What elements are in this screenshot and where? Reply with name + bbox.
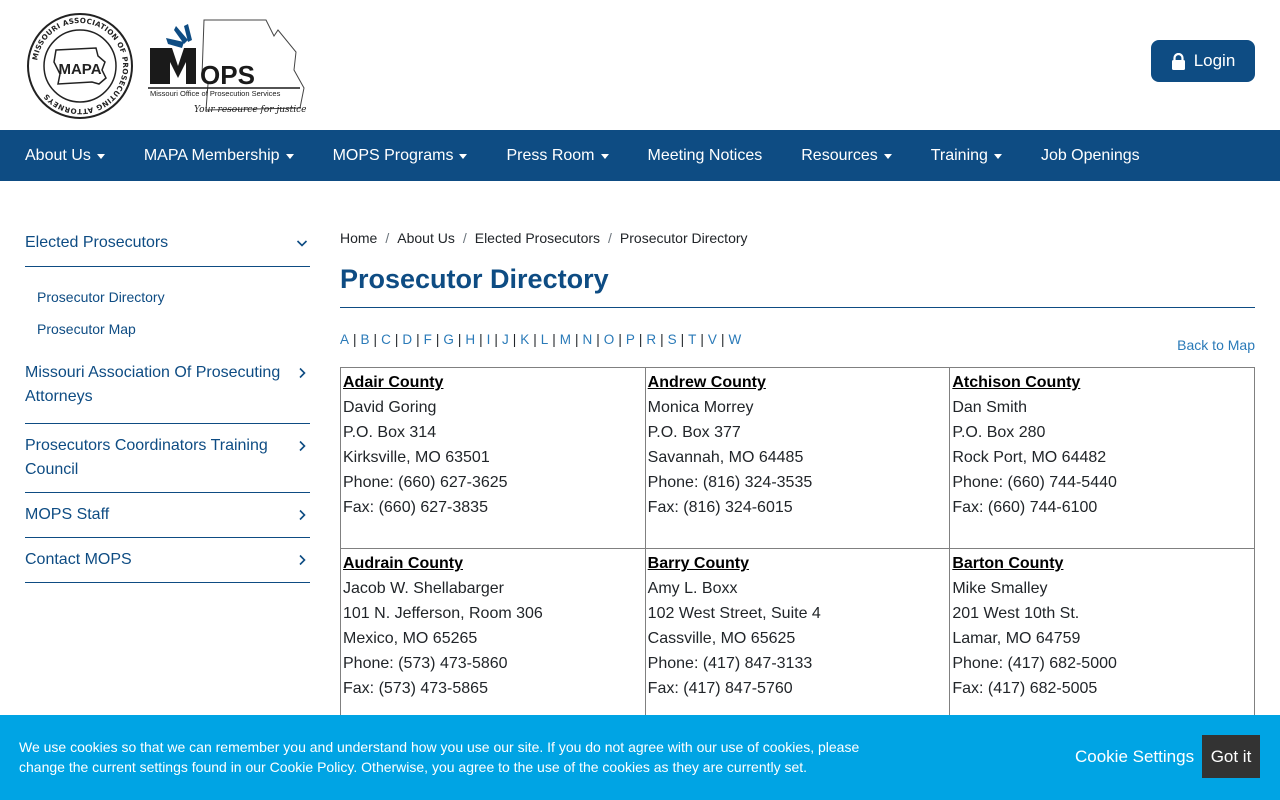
alphabet-separator: | bbox=[353, 332, 357, 347]
caret-down-icon bbox=[286, 154, 294, 159]
office-phone: Phone: (816) 324-3535 bbox=[647, 474, 813, 491]
mapa-abbr: MAPA bbox=[58, 61, 102, 78]
county-link[interactable]: Audrain County bbox=[343, 555, 463, 572]
page-title: Prosecutor Directory bbox=[340, 262, 1255, 308]
lock-icon bbox=[1171, 53, 1186, 70]
alphabet-separator: | bbox=[373, 332, 378, 347]
mops-full-name: Missouri Office of Prosecution Services bbox=[150, 89, 281, 98]
nav-label: Job Openings bbox=[1040, 146, 1140, 164]
alphabet-separator: | bbox=[720, 332, 725, 347]
sidebar-item-contact-mops[interactable] bbox=[25, 538, 310, 583]
nav-label: MAPA Membership bbox=[143, 146, 280, 164]
login-button[interactable] bbox=[1151, 40, 1255, 82]
sidebar-item-label: Missouri Association Of Prosecuting Attorneys bbox=[25, 364, 281, 405]
office-phone: Phone: (417) 682-5000 bbox=[952, 655, 1117, 672]
county-cell bbox=[950, 549, 1255, 730]
office-city: Rock Port, MO 64482 bbox=[952, 449, 1107, 466]
cookie-accept-button[interactable]: Got it bbox=[1202, 735, 1260, 778]
office-address: 102 West Street, Suite 4 bbox=[647, 605, 821, 622]
caret-down-icon bbox=[97, 154, 105, 159]
office-address: P.O. Box 377 bbox=[647, 424, 741, 441]
alphabet-separator: | bbox=[638, 332, 643, 347]
mops-logo[interactable] bbox=[146, 18, 316, 118]
alphabet-link-a[interactable]: A bbox=[340, 332, 350, 347]
alphabet-separator: | bbox=[479, 332, 483, 347]
alphabet-link-m[interactable]: M bbox=[559, 332, 572, 347]
alphabet-link-d[interactable]: D bbox=[402, 332, 413, 347]
alphabet-separator: | bbox=[680, 332, 685, 347]
office-fax: Fax: (660) 627-3835 bbox=[343, 499, 488, 516]
alphabet-separator: | bbox=[457, 332, 462, 347]
county-link[interactable]: Adair County bbox=[343, 374, 444, 391]
seal-ring-text: MISSOURI ASSOCIATION OF PROSECUTING ATTORNEYS bbox=[30, 15, 131, 117]
office-city: Cassville, MO 65625 bbox=[647, 630, 796, 647]
alphabet-link-t[interactable]: T bbox=[688, 332, 697, 347]
alphabet-link-c[interactable]: C bbox=[381, 332, 391, 347]
county-cell bbox=[645, 368, 950, 549]
alphabet-separator: | bbox=[533, 332, 537, 347]
office-phone: Phone: (660) 627-3625 bbox=[343, 474, 508, 491]
office-city: Kirksville, MO 63501 bbox=[343, 449, 490, 466]
cookie-banner bbox=[0, 715, 1280, 800]
sidebar-item-label: Prosecutors Coordinators Training Council bbox=[25, 437, 268, 478]
office-fax: Fax: (816) 324-6015 bbox=[647, 499, 793, 516]
cookie-message: We use cookies so that we can remember you and understand how you use our site. If you do not agree with our use of cookies, please change the current settings found in our Cookie Policy. Otherwise, you agree to the use of the cookies as they are currently set. bbox=[19, 739, 860, 775]
sidebar-item-label: Elected Prosecutors bbox=[25, 234, 169, 251]
breadcrumb bbox=[340, 228, 1255, 248]
caret-down-icon bbox=[459, 154, 467, 159]
nav-label: About Us bbox=[25, 146, 91, 164]
table-row bbox=[341, 549, 1255, 730]
mops-tagline: Your resource for justice bbox=[194, 105, 307, 115]
office-address: P.O. Box 314 bbox=[343, 424, 437, 441]
prosecutor-name: Jacob W. Shellabarger bbox=[343, 580, 504, 597]
alphabet-separator: | bbox=[512, 332, 517, 347]
caret-down-icon bbox=[884, 154, 892, 159]
caret-down-icon bbox=[994, 154, 1002, 159]
office-city: Lamar, MO 64759 bbox=[952, 630, 1081, 647]
county-cell bbox=[645, 549, 950, 730]
alphabet-link-f[interactable]: F bbox=[423, 332, 432, 347]
alphabet-link-w[interactable]: W bbox=[728, 332, 742, 347]
county-link[interactable]: Andrew County bbox=[647, 374, 766, 391]
breadcrumb-separator: / bbox=[608, 230, 612, 246]
mapa-seal-logo[interactable] bbox=[26, 12, 134, 120]
breadcrumb-current: Prosecutor Directory bbox=[619, 230, 748, 246]
alphabet-link-r[interactable]: R bbox=[646, 332, 657, 347]
alphabet-link-l[interactable]: L bbox=[540, 332, 549, 347]
county-link[interactable]: Barry County bbox=[647, 555, 750, 572]
sidebar-submenu bbox=[25, 267, 310, 355]
office-phone: Phone: (660) 744-5440 bbox=[952, 474, 1117, 491]
nav-press-room[interactable] bbox=[506, 147, 608, 165]
sidebar-item-elected-prosecutors[interactable] bbox=[25, 218, 310, 267]
breadcrumb-home[interactable]: Home bbox=[340, 230, 378, 246]
office-phone: Phone: (573) 473-5860 bbox=[343, 655, 508, 672]
breadcrumb-separator: / bbox=[385, 230, 390, 246]
office-city: Savannah, MO 64485 bbox=[647, 449, 804, 466]
office-city: Mexico, MO 65265 bbox=[343, 630, 478, 647]
office-fax: Fax: (417) 847-5760 bbox=[647, 680, 793, 697]
alphabet-separator: | bbox=[575, 332, 579, 347]
nav-about-us[interactable] bbox=[25, 147, 105, 165]
prosecutor-name: Amy L. Boxx bbox=[647, 580, 738, 597]
mops-abbr-text: OPS bbox=[200, 60, 255, 90]
alphabet-link-h[interactable]: H bbox=[465, 332, 476, 347]
alphabet-separator: | bbox=[494, 332, 498, 347]
alphabet-links bbox=[340, 332, 1255, 347]
prosecutor-name: Dan Smith bbox=[952, 399, 1028, 416]
alphabet-separator: | bbox=[394, 332, 399, 347]
sidebar-item-pctc[interactable] bbox=[25, 424, 310, 493]
office-address: 201 West 10th St. bbox=[952, 605, 1080, 622]
sidebar-item-mapa[interactable] bbox=[25, 355, 310, 424]
alphabet-link-k[interactable]: K bbox=[520, 332, 530, 347]
nav-label: Training bbox=[930, 146, 988, 164]
alphabet-link-p[interactable]: P bbox=[625, 332, 635, 347]
alphabet-link-i[interactable]: I bbox=[486, 332, 491, 347]
alphabet-link-o[interactable]: O bbox=[603, 332, 615, 347]
alphabet-separator: | bbox=[700, 332, 704, 347]
nav-label: Meeting Notices bbox=[647, 146, 763, 164]
nav-training[interactable] bbox=[931, 147, 1002, 165]
prosecutor-name: Mike Smalley bbox=[952, 580, 1048, 597]
chevron-down-icon bbox=[296, 237, 308, 249]
county-cell bbox=[341, 549, 646, 730]
chevron-right-icon bbox=[296, 554, 308, 566]
alphabet-link-n[interactable]: N bbox=[582, 332, 593, 347]
alphabet-separator: | bbox=[660, 332, 664, 347]
table-row bbox=[341, 368, 1255, 549]
sidebar-item-mops-staff[interactable] bbox=[25, 493, 310, 538]
county-cell bbox=[950, 368, 1255, 549]
chevron-right-icon bbox=[296, 509, 308, 521]
nav-label: MOPS Programs bbox=[332, 146, 454, 164]
cookie-settings-button[interactable]: Cookie Settings bbox=[1075, 747, 1195, 766]
office-fax: Fax: (417) 682-5005 bbox=[952, 680, 1098, 697]
alphabet-link-g[interactable]: G bbox=[443, 332, 454, 347]
alphabet-separator: | bbox=[435, 332, 440, 347]
sidebar-item-label: MOPS Staff bbox=[25, 506, 110, 523]
alphabet-filter-row bbox=[340, 332, 1255, 356]
office-phone: Phone: (417) 847-3133 bbox=[647, 655, 813, 672]
main-navigation bbox=[0, 130, 1280, 181]
main-content bbox=[340, 228, 1255, 356]
alphabet-separator: | bbox=[618, 332, 622, 347]
chevron-right-icon bbox=[296, 440, 308, 452]
nav-resources[interactable] bbox=[801, 147, 891, 165]
sidebar-item-label: Contact MOPS bbox=[25, 551, 132, 568]
breadcrumb-about-us[interactable]: About Us bbox=[397, 230, 455, 246]
office-address: P.O. Box 280 bbox=[952, 424, 1046, 441]
alphabet-separator: | bbox=[596, 332, 600, 347]
back-to-map-link[interactable]: Back to Map bbox=[1177, 337, 1255, 353]
office-address: 101 N. Jefferson, Room 306 bbox=[343, 605, 543, 622]
caret-down-icon bbox=[601, 154, 609, 159]
nav-label: Resources bbox=[801, 146, 878, 164]
chevron-right-icon bbox=[296, 367, 308, 379]
sidebar bbox=[25, 218, 310, 583]
nav-job-openings[interactable] bbox=[1041, 147, 1140, 165]
sidebar-subitem-prosecutor-directory[interactable]: Prosecutor Directory bbox=[37, 289, 165, 305]
nav-meeting-notices[interactable] bbox=[648, 147, 763, 165]
nav-mapa-membership[interactable] bbox=[144, 147, 294, 165]
breadcrumb-separator: / bbox=[462, 230, 467, 246]
prosecutor-name: David Goring bbox=[343, 399, 437, 416]
alphabet-separator: | bbox=[552, 332, 556, 347]
office-fax: Fax: (660) 744-6100 bbox=[952, 499, 1098, 516]
alphabet-link-b[interactable]: B bbox=[360, 332, 370, 347]
sidebar-subitem-prosecutor-map[interactable]: Prosecutor Map bbox=[37, 321, 136, 337]
county-link[interactable]: Atchison County bbox=[952, 374, 1081, 391]
alphabet-separator: | bbox=[416, 332, 420, 347]
county-link[interactable]: Barton County bbox=[952, 555, 1064, 572]
nav-label: Press Room bbox=[506, 146, 595, 164]
site-header bbox=[0, 0, 1280, 130]
breadcrumb-elected-prosecutors[interactable]: Elected Prosecutors bbox=[474, 230, 601, 246]
prosecutor-name: Monica Morrey bbox=[647, 399, 754, 416]
alphabet-link-j[interactable]: J bbox=[501, 332, 509, 347]
prosecutor-directory-table bbox=[340, 367, 1255, 730]
office-fax: Fax: (573) 473-5865 bbox=[343, 680, 488, 697]
county-cell bbox=[341, 368, 646, 549]
alphabet-link-s[interactable]: S bbox=[667, 332, 677, 347]
nav-mops-programs[interactable] bbox=[333, 147, 468, 165]
login-label: Login bbox=[1193, 51, 1236, 70]
alphabet-link-v[interactable]: V bbox=[707, 332, 717, 347]
